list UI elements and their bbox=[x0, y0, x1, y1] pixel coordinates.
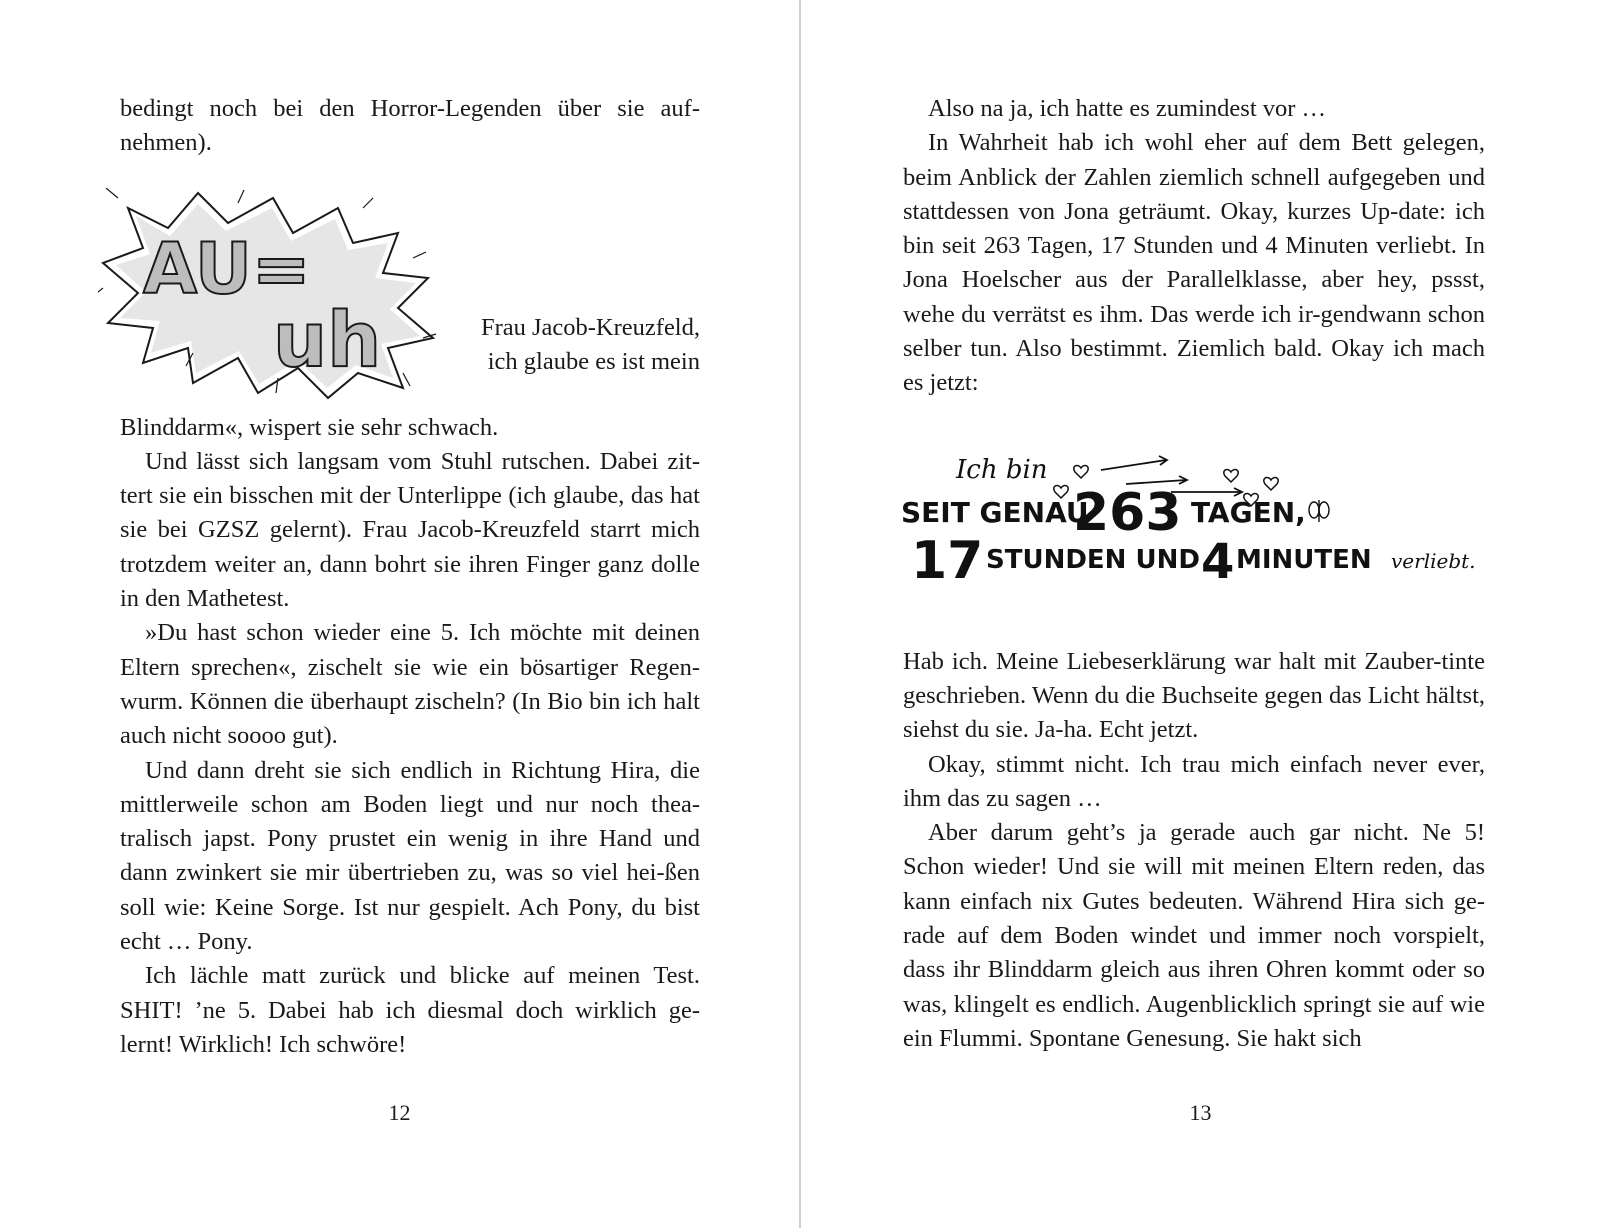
page-number: 13 bbox=[1189, 1100, 1212, 1125]
paragraph: Blinddarm«, wispert sie sehr schwach. bbox=[120, 413, 499, 441]
au-text: AU= bbox=[143, 228, 311, 310]
paragraph: Aber darum geht’s ja gerade auch gar nicht. Ne 5! Schon wieder! Und sie will mit meinen Eltern reden, das kann einfach nix Gutes bedeuten. Während Hira sich ge-rade auf dem Boden windet und immer noch vorspielt, dass ihr Blinddarm gleich aus ihren Ohren kommt oder so was, klingelt es endlich. Augenblicklich springt sie auf wie ein Flummi. Spontane Genesung. Sie hakt sich bbox=[903, 819, 1485, 1052]
wrapped-lines bbox=[481, 311, 700, 380]
banner-line2-a: STUNDEN UND bbox=[986, 545, 1200, 575]
au-uh-illustration bbox=[98, 188, 438, 400]
paragraph: In Wahrheit hab ich wohl eher auf dem Bett gelegen, beim Anblick der Zahlen ziemlich schnell aufgegeben und stattdessen von Jona geträumt. Okay, kurzes Up-date: ich bin seit 263 Tagen, 17 Stunden und 4 Minuten verliebt. In Jona Hoelscher aus der Parallelklasse, aber hey, pssst, wehe du verrätst es ihm. Das werde ich ir-gendwann schon selber tun. Also bestimmt. Ziemlich bald. Okay ich mach es jetzt: bbox=[903, 129, 1485, 397]
banner-script-end: verliebt. bbox=[1391, 549, 1476, 573]
banner-line1-b: TAGEN, bbox=[1191, 496, 1306, 529]
wrapped-line: ich glaube es ist mein bbox=[487, 347, 700, 375]
butterfly-icon bbox=[1309, 500, 1329, 522]
uh-text: uh bbox=[273, 295, 382, 384]
paragraph: Also na ja, ich hatte es zumindest vor … bbox=[928, 95, 1327, 122]
banner-line1-a: SEIT GENAU bbox=[901, 496, 1089, 529]
paragraph: »Du hast schon wieder eine 5. Ich möchte mit deinen Eltern sprechen«, zischelt sie wie ein bösartiger Regen-wurm. Können die überhaupt zischeln? (In Bio bin ich halt auch nicht soooo gut). bbox=[120, 619, 700, 750]
wrapped-line: Frau Jacob-Kreuzfeld, bbox=[480, 313, 700, 341]
paragraph: Und dann dreht sie sich endlich in Richtung Hira, die mittlerweile schon am Boden liegt und nur noch thea-tralisch japst. Pony prustet ein wenig in ihre Hand und dann zwinkert sie mir übertrieben zu, was so viel hei-ßen soll wie: Keine Sorge. Ist nur gespielt. Ach Pony, du bist echt … Pony. bbox=[120, 756, 700, 956]
banner-number-17: 17 bbox=[911, 531, 984, 591]
paragraph: bedingt noch bei den Horror-Legenden über sie auf-nehmen). bbox=[120, 95, 700, 157]
banner-number-263: 263 bbox=[1073, 483, 1182, 543]
banner-line2-b: MINUTEN bbox=[1236, 545, 1372, 575]
left-page bbox=[0, 0, 799, 1228]
right-page bbox=[801, 0, 1600, 1228]
banner-script-top: Ich bin bbox=[956, 455, 1048, 485]
love-banner-illustration bbox=[901, 440, 1491, 610]
page-number: 12 bbox=[388, 1100, 411, 1125]
banner-number-4: 4 bbox=[1201, 534, 1235, 590]
paragraph: Hab ich. Meine Liebeserklärung war halt mit Zauber-tinte geschrieben. Wenn du die Buchseite gegen das Licht hältst, siehst du sie. Ja-ha. Echt jetzt. bbox=[903, 647, 1485, 744]
paragraph: Ich lächle matt zurück und blicke auf meinen Test. SHIT! ’ne 5. Dabei hab ich diesmal doch wirklich ge-lernt! Wirklich! Ich schwöre! bbox=[120, 962, 700, 1058]
paragraph: Und lässt sich langsam vom Stuhl rutschen. Dabei zit-tert sie ein bisschen mit der Unterlippe (ich glaube, das hat sie bei GZSZ gelernt). Frau Jacob-Kreuzfeld starrt mich trotzdem weiter an, dann bohrt sie ihren Finger ganz dolle in den Mathetest. bbox=[120, 447, 700, 613]
paragraph: Okay, stimmt nicht. Ich trau mich einfach never ever, ihm das zu sagen … bbox=[903, 750, 1485, 812]
